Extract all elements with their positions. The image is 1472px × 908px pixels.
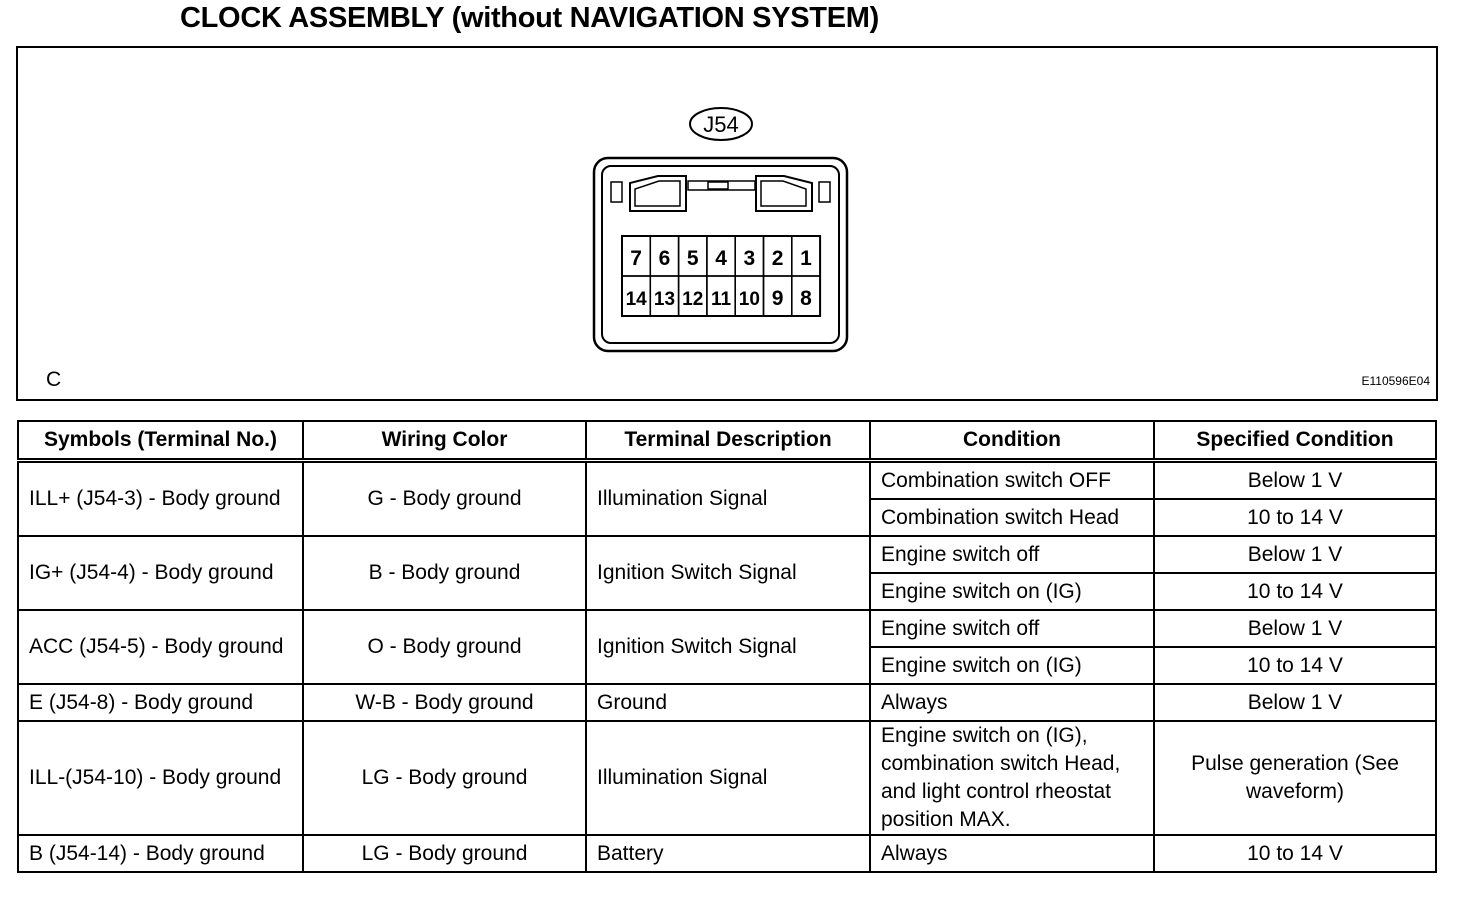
terminal-number: 13 (653, 289, 676, 310)
spec-cell: Pulse generation (See waveform) (1154, 721, 1436, 835)
terminal-number: 2 (771, 247, 784, 270)
condition-cell: Engine switch on (IG) (870, 573, 1154, 610)
table-header-row (18, 421, 1436, 461)
terminal-grid (622, 236, 820, 316)
wiring-cell: LG - Body ground (303, 721, 586, 835)
wiring-cell: W-B - Body ground (303, 684, 586, 721)
header-condition: Condition (870, 421, 1154, 461)
terminal-number: 4 (715, 247, 727, 270)
wiring-cell: B - Body ground (303, 536, 586, 610)
condition-cell: Engine switch on (IG) (870, 647, 1154, 684)
symbol-cell: E (J54-8) - Body ground (18, 684, 303, 721)
spec-cell: Below 1 V (1154, 610, 1436, 647)
page-title: CLOCK ASSEMBLY (without NAVIGATION SYSTEM) (180, 2, 879, 34)
condition-cell: Engine switch off (870, 536, 1154, 573)
right-notch (819, 182, 830, 202)
condition-cell: Always (870, 684, 1154, 721)
symbol-cell: ACC (J54-5) - Body ground (18, 610, 303, 684)
left-lock-tab-inner (635, 181, 680, 206)
spec-cell: Below 1 V (1154, 684, 1436, 721)
table-row (18, 835, 1436, 872)
spec-cell: 10 to 14 V (1154, 573, 1436, 610)
terminal-number: 6 (658, 247, 671, 270)
spec-cell: Below 1 V (1154, 461, 1436, 500)
wiring-cell: G - Body ground (303, 461, 586, 537)
description-cell: Ground (586, 684, 870, 721)
table-row (18, 461, 1436, 500)
spec-cell: 10 to 14 V (1154, 835, 1436, 872)
condition-cell: Engine switch on (IG), combination switch Head, and light control rheostat position MAX. (870, 721, 1154, 835)
terminal-number: 14 (625, 289, 647, 310)
header-symbols: Symbols (Terminal No.) (18, 421, 303, 461)
terminal-number: 5 (686, 247, 699, 270)
condition-cell: Combination switch Head (870, 499, 1154, 536)
terminal-number: 3 (743, 247, 756, 270)
description-cell: Illumination Signal (586, 461, 870, 537)
spec-cell: 10 to 14 V (1154, 647, 1436, 684)
spec-cell: 10 to 14 V (1154, 499, 1436, 536)
figure-code: E110596E04 (1361, 374, 1430, 388)
center-latch-key (708, 182, 728, 189)
table-row (18, 536, 1436, 573)
description-cell: Ignition Switch Signal (586, 610, 870, 684)
description-cell: Battery (586, 835, 870, 872)
header-wiring-color: Wiring Color (303, 421, 586, 461)
terminal-number: 12 (682, 289, 704, 310)
corner-label: C (46, 368, 62, 391)
symbol-cell: ILL+ (J54-3) - Body ground (18, 461, 303, 537)
terminal-number: 10 (738, 289, 760, 310)
terminal-number: 1 (800, 247, 812, 270)
symbol-cell: B (J54-14) - Body ground (18, 835, 303, 872)
wiring-cell: LG - Body ground (303, 835, 586, 872)
terminal-spec-table (17, 420, 1437, 873)
symbol-cell: ILL-(J54-10) - Body ground (18, 721, 303, 835)
condition-cell: Combination switch OFF (870, 461, 1154, 500)
description-cell: Illumination Signal (586, 721, 870, 835)
wiring-cell: O - Body ground (303, 610, 586, 684)
condition-cell: Always (870, 835, 1154, 872)
connector-diagram (16, 46, 1438, 401)
right-lock-tab-inner (761, 181, 806, 206)
description-cell: Ignition Switch Signal (586, 536, 870, 610)
terminal-number: 7 (630, 247, 642, 270)
table-row (18, 610, 1436, 647)
header-terminal-description: Terminal Description (586, 421, 870, 461)
connector-drawing (18, 48, 1436, 399)
table-row (18, 684, 1436, 721)
spec-cell: Below 1 V (1154, 536, 1436, 573)
header-specified-condition: Specified Condition (1154, 421, 1436, 461)
table-row (18, 721, 1436, 835)
terminal-number: 11 (711, 289, 732, 310)
symbol-cell: IG+ (J54-4) - Body ground (18, 536, 303, 610)
condition-cell: Engine switch off (870, 610, 1154, 647)
connector-label: J54 (703, 112, 739, 137)
terminal-number: 8 (800, 287, 812, 310)
left-notch (611, 182, 622, 202)
terminal-number: 9 (771, 287, 784, 310)
